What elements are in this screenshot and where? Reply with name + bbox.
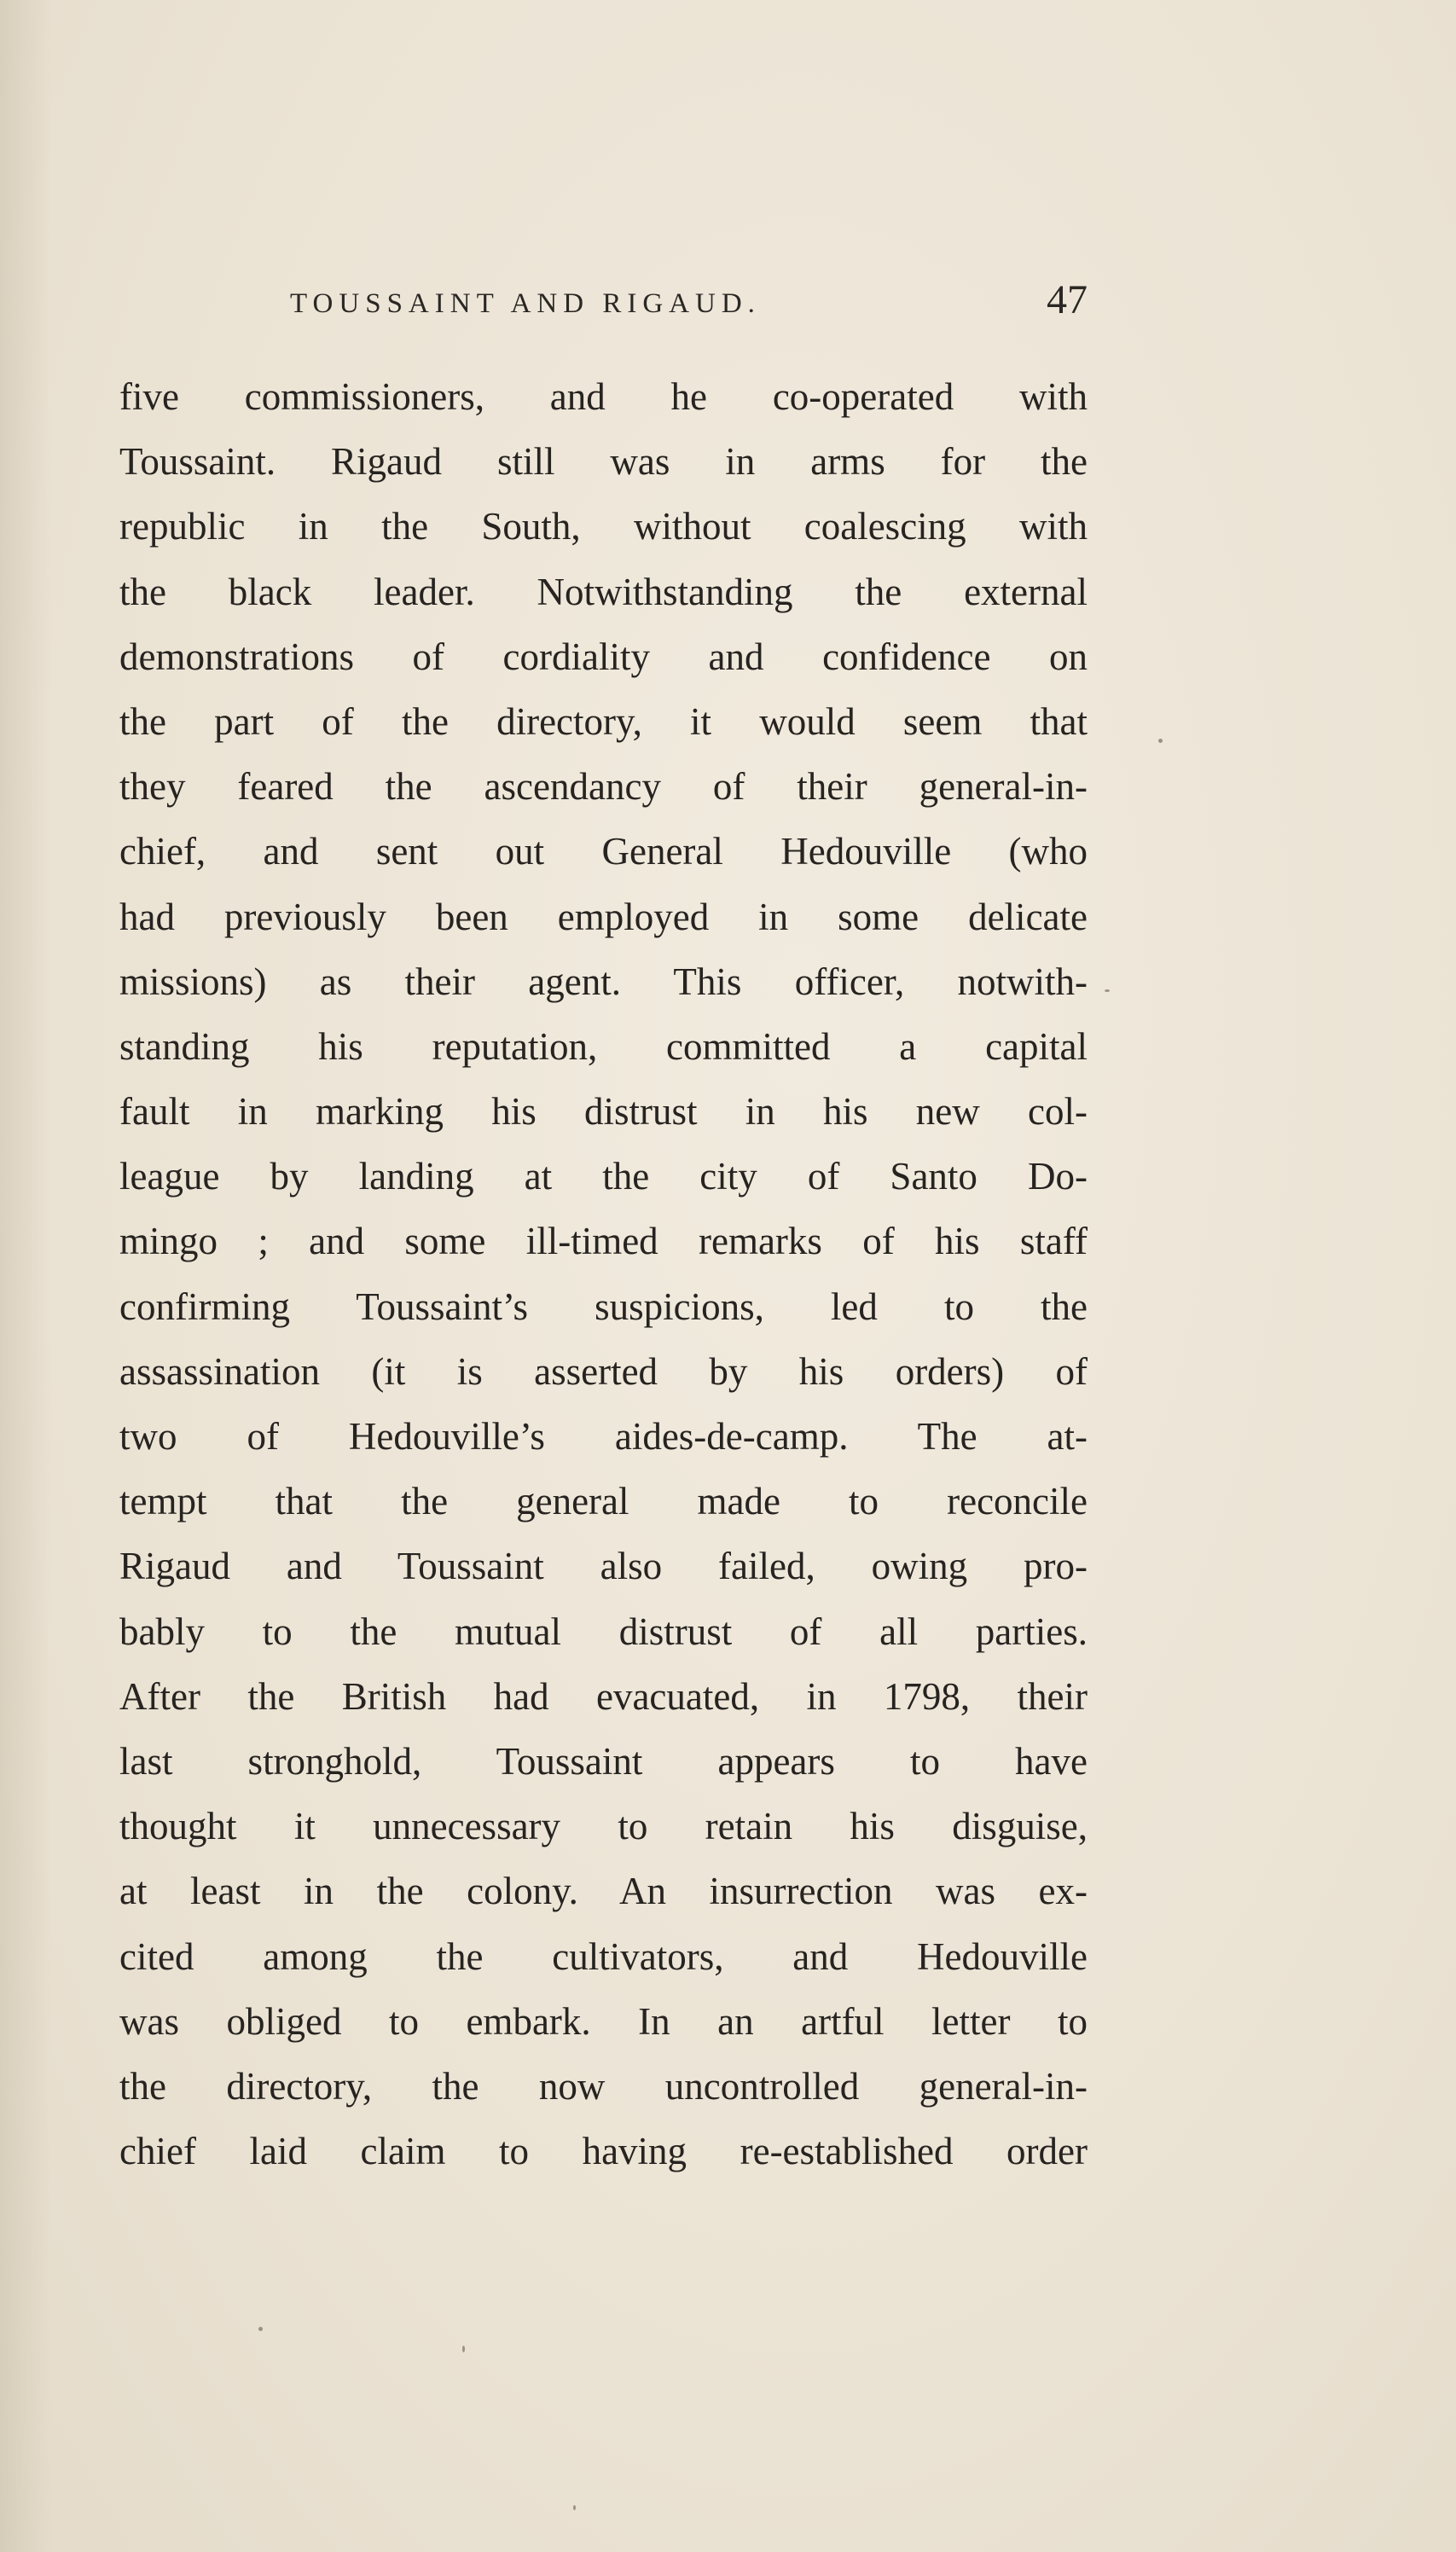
- spine-shadow: [0, 0, 51, 2552]
- text-line-20: bably to the mutual distrust of all parties.: [119, 1610, 1088, 1653]
- running-head: TOUSSAINT AND RIGAUD.: [290, 288, 761, 319]
- text-line-1: five commissioners, and he co-operated with: [119, 375, 1088, 418]
- text-line-5: demonstrations of cordiality and confidence on: [119, 635, 1088, 678]
- text-line-19: Rigaud and Toussaint also failed, owing pro-: [119, 1545, 1088, 1588]
- page-header: [119, 277, 1088, 333]
- paper-speck: [1105, 989, 1110, 992]
- paper-speck: [462, 2346, 465, 2352]
- text-line-24: at least in the colony. An insurrection was ex-: [119, 1870, 1088, 1913]
- text-line-14: mingo ; and some ill-timed remarks of his staff: [119, 1220, 1088, 1263]
- text-line-12: fault in marking his distrust in his new col-: [119, 1090, 1088, 1134]
- text-line-13: league by landing at the city of Santo Do-: [119, 1155, 1088, 1198]
- text-line-11: standing his reputation, committed a capital: [119, 1024, 1088, 1068]
- text-line-18: tempt that the general made to reconcile: [119, 1480, 1088, 1523]
- page-number: 47: [1047, 277, 1088, 322]
- text-line-10: missions) as their agent. This officer, notwith-: [119, 960, 1088, 1003]
- body-text: [119, 364, 1088, 2184]
- text-line-3: republic in the South, without coalescing with: [119, 505, 1088, 548]
- text-line-4: the black leader. Notwithstanding the external: [119, 570, 1088, 613]
- paper-speck: [258, 2327, 263, 2331]
- text-line-15: confirming Toussaint’s suspicions, led to the: [119, 1285, 1088, 1328]
- text-line-28: chief laid claim to having re-established order: [119, 2130, 1088, 2173]
- text-line-17: two of Hedouville’s aides-de-camp. The at-: [119, 1415, 1088, 1458]
- text-line-2: Toussaint. Rigaud still was in arms for the: [119, 440, 1088, 484]
- text-line-9: had previously been employed in some delicate: [119, 895, 1088, 938]
- text-line-6: the part of the directory, it would seem that: [119, 699, 1088, 743]
- text-line-26: was obliged to embark. In an artful letter to: [119, 1999, 1088, 2043]
- text-line-27: the directory, the now uncontrolled general-in-: [119, 2064, 1088, 2108]
- text-line-16: assassination (it is asserted by his orders) of: [119, 1349, 1088, 1393]
- text-line-21: After the British had evacuated, in 1798, their: [119, 1674, 1088, 1718]
- text-line-25: cited among the cultivators, and Hedouville: [119, 1934, 1088, 1978]
- paper-speck: [1158, 739, 1163, 743]
- text-line-23: thought it unnecessary to retain his disguise,: [119, 1805, 1088, 1848]
- text-line-8: chief, and sent out General Hedouville (who: [119, 830, 1088, 873]
- text-line-7: they feared the ascendancy of their general-in-: [119, 765, 1088, 809]
- text-line-22: last stronghold, Toussaint appears to have: [119, 1739, 1088, 1783]
- paper-speck: [573, 2505, 576, 2510]
